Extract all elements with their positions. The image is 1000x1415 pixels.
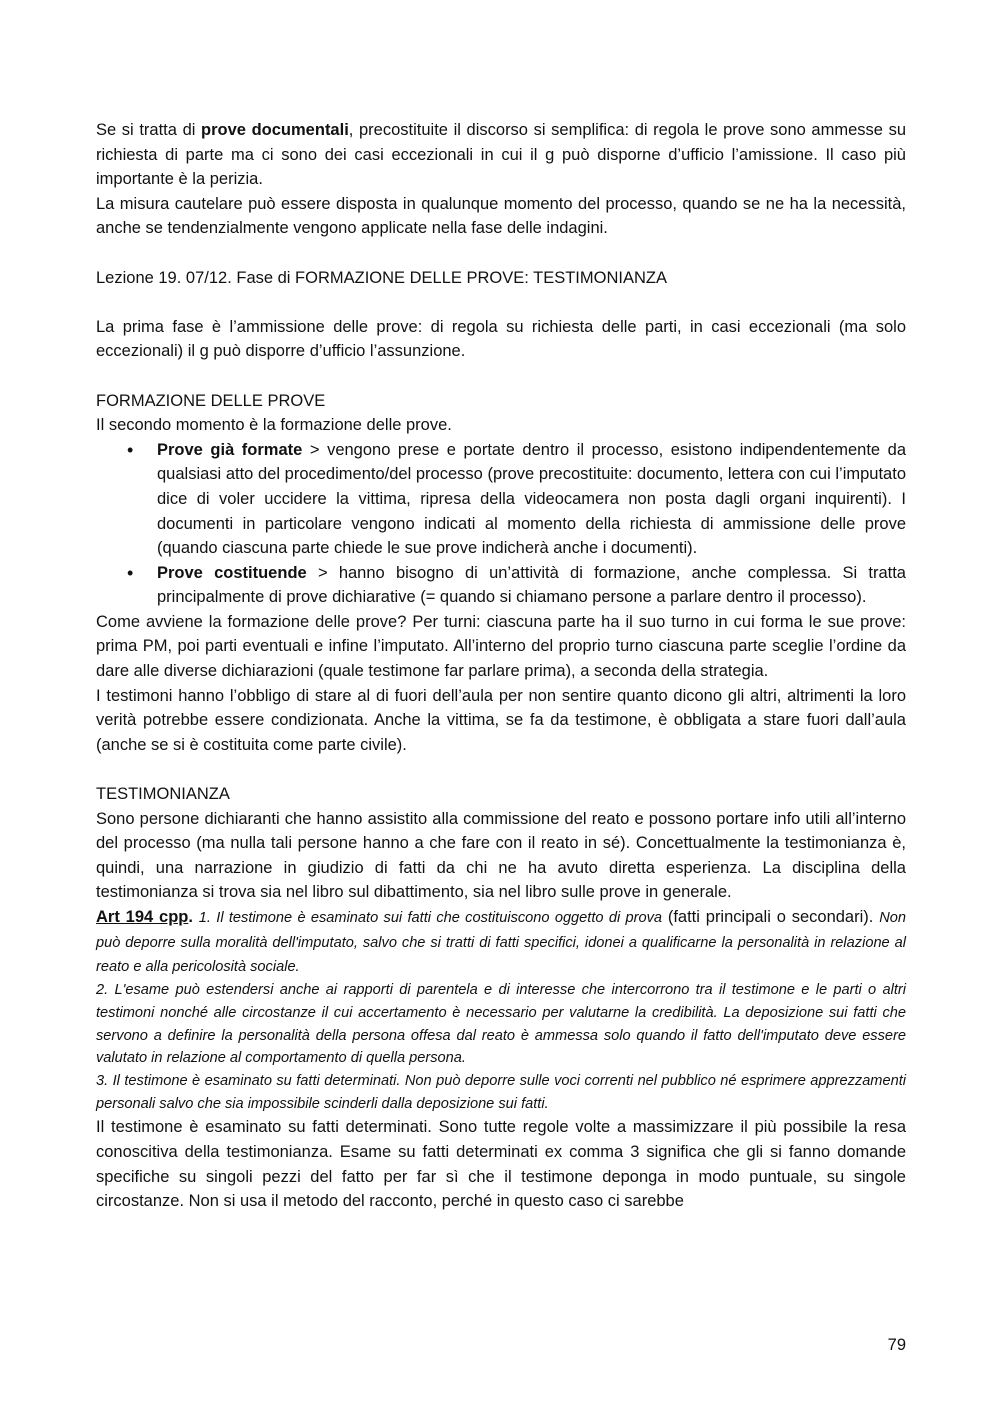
bold-term: Prove costituende [157,563,307,582]
text-run: , precostituite il discorso si semplifica: di regola le prove sono ammesse su richiesta di parte ma ci sono dei casi eccezionali in cui il g può disporne d’ufficio l’amissione. Il caso più importante è la perizia. [96,121,907,189]
spacer [96,241,906,266]
spacer [96,290,906,315]
section-heading-formazione: FORMAZIONE DELLE PROVE [96,391,326,410]
document-page [96,118,906,1214]
paragraph-secondo-momento: Il secondo momento è la formazione delle prove. [96,416,452,435]
article-quote: 1. Il testimone è esaminato sui fatti che costituiscono oggetto di prova [198,910,662,926]
article-quote: Non può deporre sulla moralità dell'imputato, salvo che si tratti di fatti specifici, idonei a qualificarne la personalità in relazione al reato e alla pericolosità sociale. [96,910,906,976]
text-run: (fatti principali o secondari). [662,908,880,926]
text-run: . [188,908,199,926]
section-heading-testimonianza: TESTIMONIANZA [96,785,230,804]
paragraph-prove-documentali [96,118,906,192]
text-run: > vengono prese e portate dentro il processo, esistono indipendentemente da qualsiasi atto del procedimento/del processo (prove precostituite: documento, lettera con cui l’imputato dice di voler uccidere la vittima, ripresa della videocamera non posta dagli organi inquirenti). I documenti in particolare vengono indicati al momento della richiesta di ammissione delle prove (quando ciascuna parte chiede le sue prove indicherà anche i documenti). [157,440,906,558]
spacer [96,364,906,389]
article-comma-3: 3. Il testimone è esaminato su fatti determinati. Non può deporre sulle voci correnti nel pubblico né esprimere apprezzamenti personali salvo che sia impossibile scinderli dalla deposizione sui fatti. [96,1072,906,1112]
paragraph-misura-cautelare: La misura cautelare può essere disposta in qualunque momento del processo, quando se ne ha la necessità, anche se tendenzialmente vengono applicate nella fase delle indagini. [96,194,906,238]
bullet-list [96,438,906,610]
article-reference: Art 194 cpp [96,908,189,926]
list-item [157,561,906,610]
article-comma-2: 2. L'esame può estendersi anche ai rapporti di parentela e di interesse che intercorrono tra il testimone e le parti o altri testimoni nonché alle circostanze il cui accertamento è necessario per valutarne la credibilità. La deposizione sui fatti che servono a definire la personalità della persona offesa dal reato è ammessa solo quando il fatto dell'imputato deve essere valutato in relazione al comportamento di quella persona. [96,982,906,1067]
paragraph-turni: Come avviene la formazione delle prove? Per turni: ciascuna parte ha il suo turno in cui forma le sue prove: prima PM, poi parti eventuali e infine l’imputato. All’interno del proprio turno ciascuna parte sceglie l’ordine da dare alle diverse dichiarazioni (quale testimone far parlare prima), a seconda della strategia. [96,612,906,681]
text-run: > hanno bisogno di un’attività di formazione, anche complessa. Si tratta principalmente di prove dichiarative (= quando si chiamano persone a parlare dentro il processo). [157,563,906,607]
text-run: Se si tratta di [96,121,202,139]
article-194-paragraph [96,905,906,979]
bold-term: Prove già formate [157,440,303,459]
paragraph-fatti-determinati: Il testimone è esaminato su fatti determinati. Sono tutte regole volte a massimizzare il più possibile la resa conoscitiva della testimonianza. Esame su fatti determinati ex comma 3 significa che gli si fanno domande specifiche su singoli pezzi del fatto per far sì che il testimone deponga in modo puntuale, su singole circostanze. Non si usa il metodo del racconto, perché in questo caso ci sarebbe [96,1118,906,1211]
lesson-heading: Lezione 19. 07/12. Fase di FORMAZIONE DELLE PROVE: TESTIMONIANZA [96,268,667,287]
list-item [157,438,906,561]
page-number: 79 [887,1336,906,1354]
paragraph-dichiaranti: Sono persone dichiaranti che hanno assistito alla commissione del reato e possono portare info utili all’interno del processo (ma nulla tali persone hanno a che fare con il reato in sé). Concettualmente la testimonianza è, quindi, una narrazione in giudizio di fatti da chi ne ha avuto diretta esperienza. La disciplina della testimonianza si trova sia nel libro sul dibattimento, sia nel libro sulle prove in generale. [96,809,906,902]
paragraph-ammissione: La prima fase è l’ammissione delle prove: di regola su richiesta delle parti, in casi eccezionali (ma solo eccezionali) il g può disporre d’ufficio l’assunzione. [96,317,906,361]
paragraph-testimoni-aula: I testimoni hanno l’obbligo di stare al di fuori dell’aula per non sentire quanto dicono gli altri, altrimenti la loro verità potrebbe essere condizionata. Anche la vittima, se fa da testimone, è obbligata a stare fuori dall’aula (anche se si è costituita come parte civile). [96,686,906,754]
bold-term: prove documentali [201,121,349,139]
spacer [96,757,906,782]
